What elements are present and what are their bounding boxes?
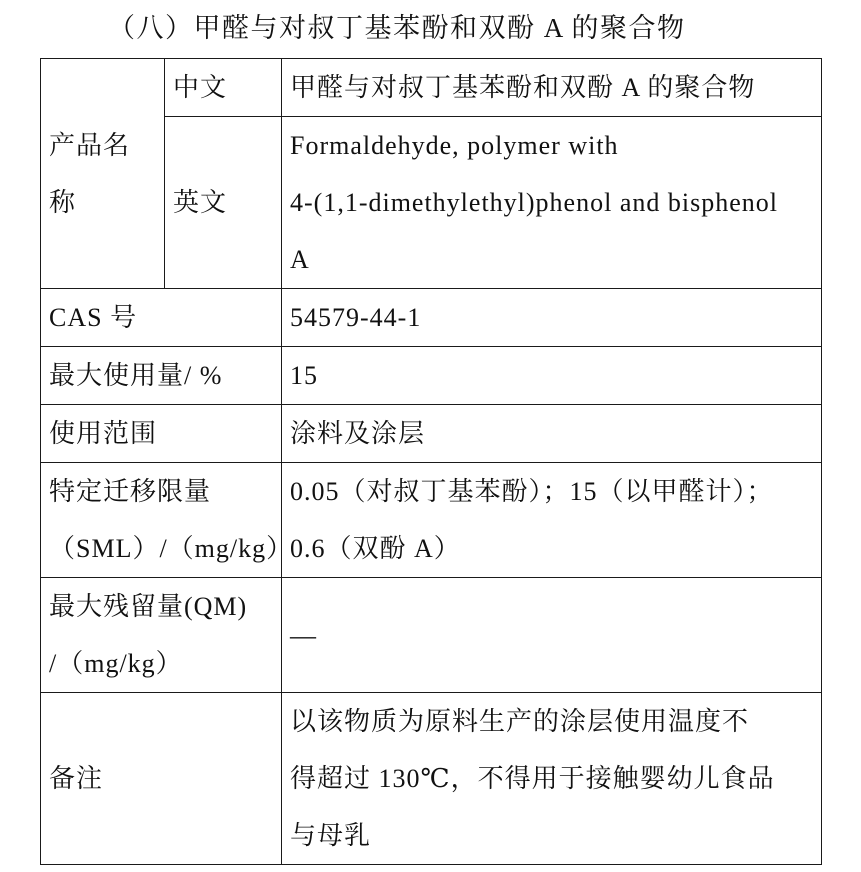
english-label-cell: 英文 [165, 117, 282, 289]
max-usage-value-cell: 15 [282, 347, 822, 405]
qm-label-cell [41, 578, 282, 693]
table-row-remarks [41, 693, 822, 865]
document-title: （八）甲醛与对叔丁基苯酚和双酚 A 的聚合物 [108, 13, 686, 43]
sml-value-line2: 0.6（双酚 A） [290, 534, 461, 563]
english-name-value-cell [282, 117, 822, 289]
qm-label-line2: /（mg/kg） [49, 649, 183, 678]
remarks-value-cell [282, 693, 822, 865]
chinese-name-value-cell: 甲醛与对叔丁基苯酚和双酚 A 的聚合物 [282, 59, 822, 117]
sml-label-line2: （SML）/（mg/kg） [49, 534, 294, 563]
english-name-line3: A [290, 245, 310, 274]
sml-value-cell [282, 463, 822, 578]
table-row-sml [41, 463, 822, 578]
qm-value-cell: — [282, 578, 822, 693]
cas-value-cell: 54579-44-1 [282, 289, 822, 347]
table-row-scope [41, 405, 822, 463]
table-row-max-usage [41, 347, 822, 405]
table-row-chinese-name [41, 59, 822, 117]
remarks-label-cell: 备注 [41, 693, 282, 865]
sml-label-line1: 特定迁移限量 [49, 477, 212, 506]
cas-label-cell: CAS 号 [41, 289, 282, 347]
product-name-label-line2: 称 [49, 187, 77, 217]
qm-label-line1: 最大残留量(QM) [49, 592, 248, 621]
sml-value-line1: 0.05（对叔丁基苯酚）；15（以甲醛计）； [290, 477, 774, 506]
chinese-label-cell: 中文 [165, 59, 282, 117]
remarks-value-line1: 以该物质为原料生产的涂层使用温度不 [290, 707, 750, 736]
product-name-label-line1: 产品名 [49, 130, 131, 160]
max-usage-label-cell: 最大使用量/ % [41, 347, 282, 405]
english-name-line1: Formaldehyde, polymer with [290, 131, 619, 160]
sml-label-cell [41, 463, 294, 578]
table-row-qm [41, 578, 822, 693]
remarks-value-line2: 得超过 130℃，不得用于接触婴幼儿食品 [290, 764, 775, 793]
substance-spec-table [40, 58, 822, 865]
remarks-value-line3: 与母乳 [290, 821, 372, 850]
english-name-line2: 4-(1,1-dimethylethyl)phenol and bisphenol [290, 188, 778, 217]
table-row-cas [41, 289, 822, 347]
product-name-label-cell [41, 59, 165, 289]
scope-label-cell: 使用范围 [41, 405, 282, 463]
scope-value-cell: 涂料及涂层 [282, 405, 822, 463]
